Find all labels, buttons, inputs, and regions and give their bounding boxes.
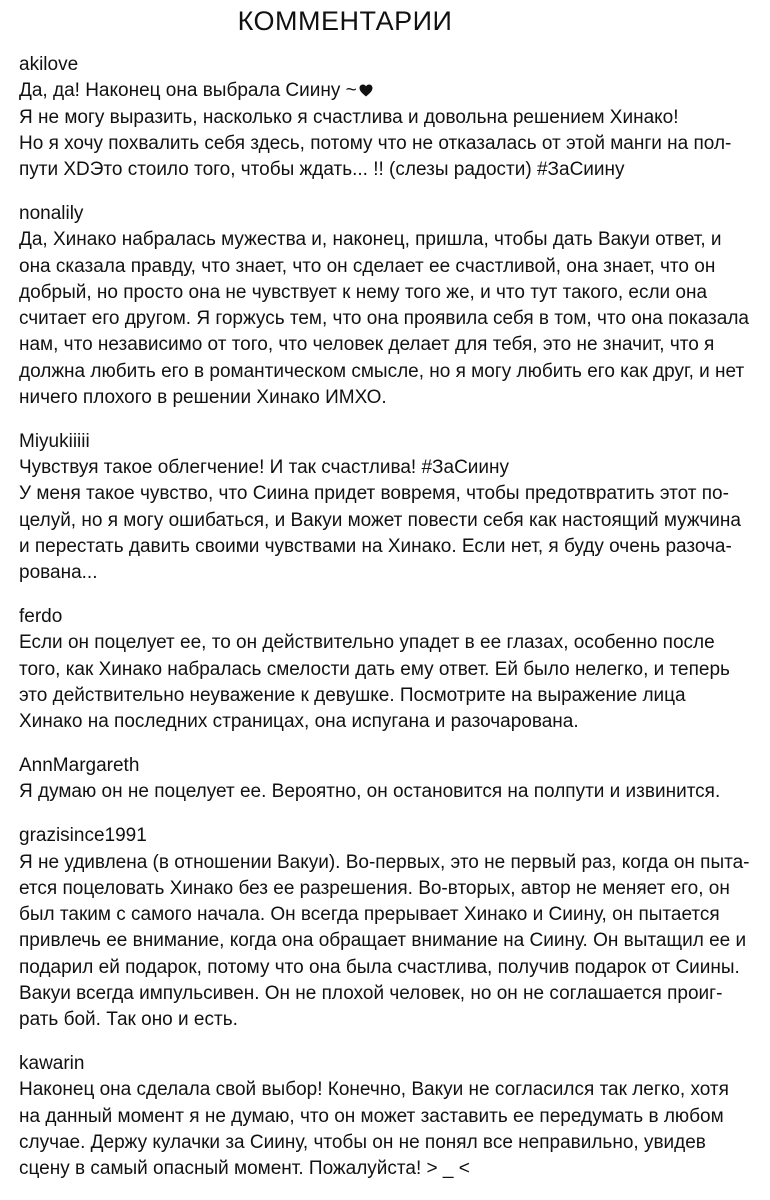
comment-line: подарил ей подарок, потому что она была счастлива, получив подарок от Сиины.	[19, 956, 740, 978]
comment-line: привлечь ее внимание, когда она обращает внимание на Сиину. Он вытащил ее и	[19, 930, 747, 952]
comment	[19, 429, 764, 587]
comment	[19, 52, 764, 183]
comment-line: должна любить его в романтическом смысле, но я могу любить его как друг, и нет	[19, 360, 745, 382]
comment-line: Если он поцелует ее, то он действительно упадет в ее глазах, особенно после	[19, 632, 715, 654]
comment-username: ferdo	[19, 606, 63, 628]
comment-line: Хинако на последних страницах, она испугана и разочарована.	[19, 711, 579, 733]
comment-line: рать бой. Так оно и есть.	[19, 1009, 238, 1031]
comment-line: случае. Держу кулачки за Сиину, чтобы он не понял все неправильно, увидев	[19, 1131, 706, 1153]
comment-line: целуй, но я могу ошибаться, и Вакуи может повести себя как настоящий мужчина	[19, 509, 741, 531]
comment-line: Чувствуя такое облегчение! И так счастлива! #ЗаСиину	[19, 457, 510, 479]
comment-line: сцену в самый опасный момент. Пожалуйста! > _ <	[19, 1158, 470, 1180]
comment-line: ется поцеловать Хинако без ее разрешения. Во-вторых, автор не меняет его, он	[19, 877, 730, 899]
comments-list	[19, 52, 764, 1200]
comment-username: Miyukiiiii	[19, 430, 90, 452]
comment-line: и перестать давить своими чувствами на Хинако. Если нет, я буду очень разоча-	[19, 536, 732, 558]
comment-line: нам, что независимо от того, что человек делает для тебя, это не значит, что я	[19, 334, 715, 356]
comment	[19, 753, 764, 806]
comment-username: kawarin	[19, 1053, 85, 1075]
comment	[19, 823, 764, 1033]
comment-line: считает его другом. Я горжусь тем, что она проявила себя в том, что она показала	[19, 308, 749, 330]
comment-line: добрый, но просто она не чувствует к нему того же, и что тут такого, если она	[19, 281, 708, 303]
comment-username: nonalily	[19, 202, 84, 224]
comment-line: Да, Хинако набралась мужества и, наконец, пришла, чтобы дать Вакуи ответ, и	[19, 229, 722, 251]
comment-line: У меня такое чувство, что Сиина придет вовремя, чтобы предотвратить этот по-	[19, 483, 729, 505]
comment-username: akilove	[19, 54, 79, 75]
comment-line: Я не удивлена (в отношении Вакуи). Во-первых, это не первый раз, когда он пыта-	[19, 851, 750, 873]
comment	[19, 1051, 764, 1182]
comment-line: Наконец она сделала свой выбор! Конечно, Вакуи не согласился так легко, хотя	[19, 1079, 729, 1101]
comment-line: это действительно неуважение к девушке. Посмотрите на выражение лица	[19, 685, 686, 707]
comment-line: на данный момент я не думаю, что он может заставить ее передумать в любом	[19, 1105, 724, 1127]
comment	[19, 604, 764, 735]
comment-line: того, как Хинако набралась смелости дать ему ответ. Ей было нелегко, и теперь	[19, 658, 730, 680]
comment-username: grazisince1991	[19, 825, 147, 847]
comment-username: AnnMargareth	[19, 755, 140, 777]
comment-line-text: Да, да! Наконец она выбрала Сиину ~	[19, 80, 357, 102]
comment-line: Но я хочу похвалить себя здесь, потому что не отказалась от этой манги на пол-	[19, 132, 732, 154]
comment-line: Я не могу выразить, насколько я счастлива и довольна решением Хинако!	[19, 106, 679, 128]
comment	[19, 201, 764, 411]
comment-line	[19, 78, 764, 104]
comment-line: был таким с самого начала. Он всегда прерывает Хинако и Сиину, он пытается	[19, 904, 720, 926]
comment-line: она сказала правду, что знает, что он сделает ее счастливой, она знает, что он	[19, 255, 716, 277]
comment-line: Я думаю он не поцелует ее. Вероятно, он остановится на полпути и извинится.	[19, 781, 721, 803]
page-title: КОММЕНТАРИИ	[237, 6, 453, 36]
comment-line: ничего плохого в решении Хинако ИМХО.	[19, 387, 387, 409]
comment-line: пути XDЭто стоило того, чтобы ждать... !! (слезы радости) #ЗаСиину	[19, 159, 625, 181]
heart-icon	[359, 84, 373, 97]
comment-line: Вакуи всегда импульсивен. Он не плохой человек, но он не соглашается проиг-	[19, 983, 723, 1004]
comment-line: рована...	[19, 562, 98, 584]
